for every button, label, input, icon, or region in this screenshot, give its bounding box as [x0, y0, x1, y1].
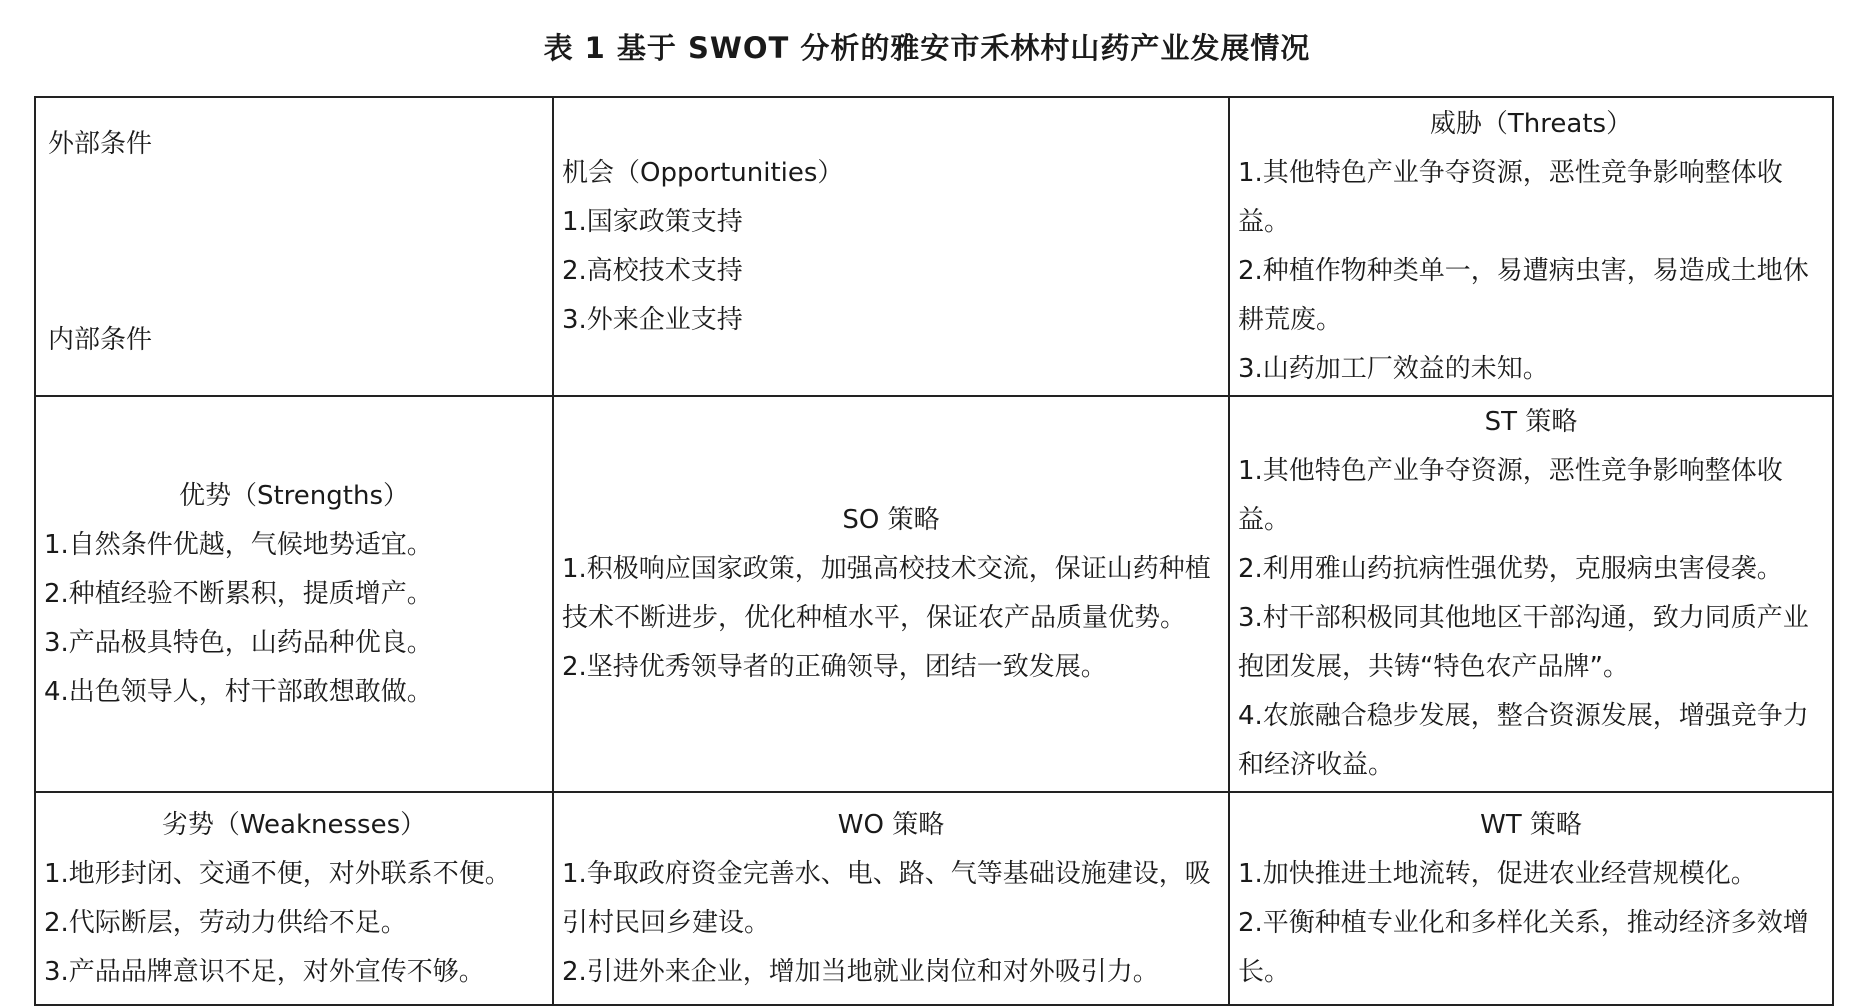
- opportunity-item: 1.国家政策支持: [562, 206, 743, 237]
- threats-heading: 威胁（Threats）: [1429, 108, 1633, 139]
- table-row: [35, 792, 1833, 1005]
- strengths-cell: [35, 396, 553, 792]
- wt-strategy-item: 2.平衡种植专业化和多样化关系，推动经济多效增长。: [1238, 907, 1809, 987]
- wo-strategy-cell: [553, 792, 1229, 1005]
- opportunity-item: 3.外来企业支持: [562, 304, 743, 335]
- st-strategy-heading: ST 策略: [1484, 407, 1578, 437]
- st-strategy-item: 4.农旅融合稳步发展，整合资源发展，增强竞争力和经济收益。: [1238, 701, 1809, 780]
- table-row: [35, 396, 1833, 792]
- st-strategy-item: 2.利用雅山药抗病性强优势，克服病虫害侵袭。: [1238, 554, 1783, 584]
- weakness-item: 1.地形封闭、交通不便，对外联系不便。: [44, 858, 511, 889]
- threat-item: 3.山药加工厂效益的未知。: [1238, 353, 1549, 384]
- st-strategy-item: 1.其他特色产业争夺资源，恶性竞争影响整体收益。: [1238, 456, 1783, 535]
- corner-cell: [35, 97, 553, 396]
- opportunities-heading: 机会（Opportunities）: [562, 157, 844, 188]
- so-strategy-item: 1.积极响应国家政策，加强高校技术交流，保证山药种植技术不断进步，优化种植水平，保证农产品质量优势。: [562, 554, 1211, 633]
- table-row: [35, 97, 1833, 396]
- wo-strategy-item: 1.争取政府资金完善水、电、路、气等基础设施建设，吸引村民回乡建设。: [562, 858, 1211, 938]
- so-strategy-heading: SO 策略: [842, 505, 940, 535]
- so-strategy-cell: [553, 396, 1229, 792]
- st-strategy-cell: [1229, 396, 1833, 792]
- threats-cell: [1229, 97, 1833, 396]
- opportunity-item: 2.高校技术支持: [562, 255, 743, 286]
- wt-strategy-cell: [1229, 792, 1833, 1005]
- threat-item: 2.种植作物种类单一，易遭病虫害，易造成土地休耕荒废。: [1238, 255, 1809, 335]
- internal-conditions-label: 内部条件: [48, 325, 153, 355]
- strength-item: 4.出色领导人，村干部敢想敢做。: [44, 676, 433, 707]
- table-title: 表 1 基于 SWOT 分析的雅安市禾林村山药产业发展情况: [543, 31, 1311, 65]
- opportunities-cell: [553, 97, 1229, 396]
- wo-strategy-item: 2.引进外来企业，增加当地就业岗位和对外吸引力。: [562, 956, 1159, 987]
- weaknesses-cell: [35, 792, 553, 1005]
- st-strategy-item: 3.村干部积极同其他地区干部沟通，致力同质产业抱团发展，共铸“特色农产品牌”。: [1238, 603, 1809, 682]
- weakness-item: 2.代际断层，劳动力供给不足。: [44, 907, 407, 938]
- weaknesses-heading: 劣势（Weaknesses）: [161, 809, 427, 840]
- strength-item: 3.产品极具特色，山药品种优良。: [44, 627, 433, 658]
- wo-strategy-heading: WO 策略: [837, 809, 945, 840]
- wt-strategy-item: 1.加快推进土地流转，促进农业经营规模化。: [1238, 858, 1757, 889]
- wt-strategy-heading: WT 策略: [1480, 809, 1582, 840]
- strengths-heading: 优势（Strengths）: [178, 480, 409, 511]
- so-strategy-item: 2.坚持优秀领导者的正确领导，团结一致发展。: [562, 652, 1107, 682]
- weakness-item: 3.产品品牌意识不足，对外宣传不够。: [44, 956, 485, 987]
- strength-item: 2.种植经验不断累积，提质增产。: [44, 578, 433, 609]
- external-conditions-label: 外部条件: [48, 129, 153, 159]
- strength-item: 1.自然条件优越，气候地势适宜。: [44, 529, 433, 560]
- threat-item: 1.其他特色产业争夺资源，恶性竞争影响整体收益。: [1238, 157, 1783, 237]
- swot-table: [34, 96, 1834, 1006]
